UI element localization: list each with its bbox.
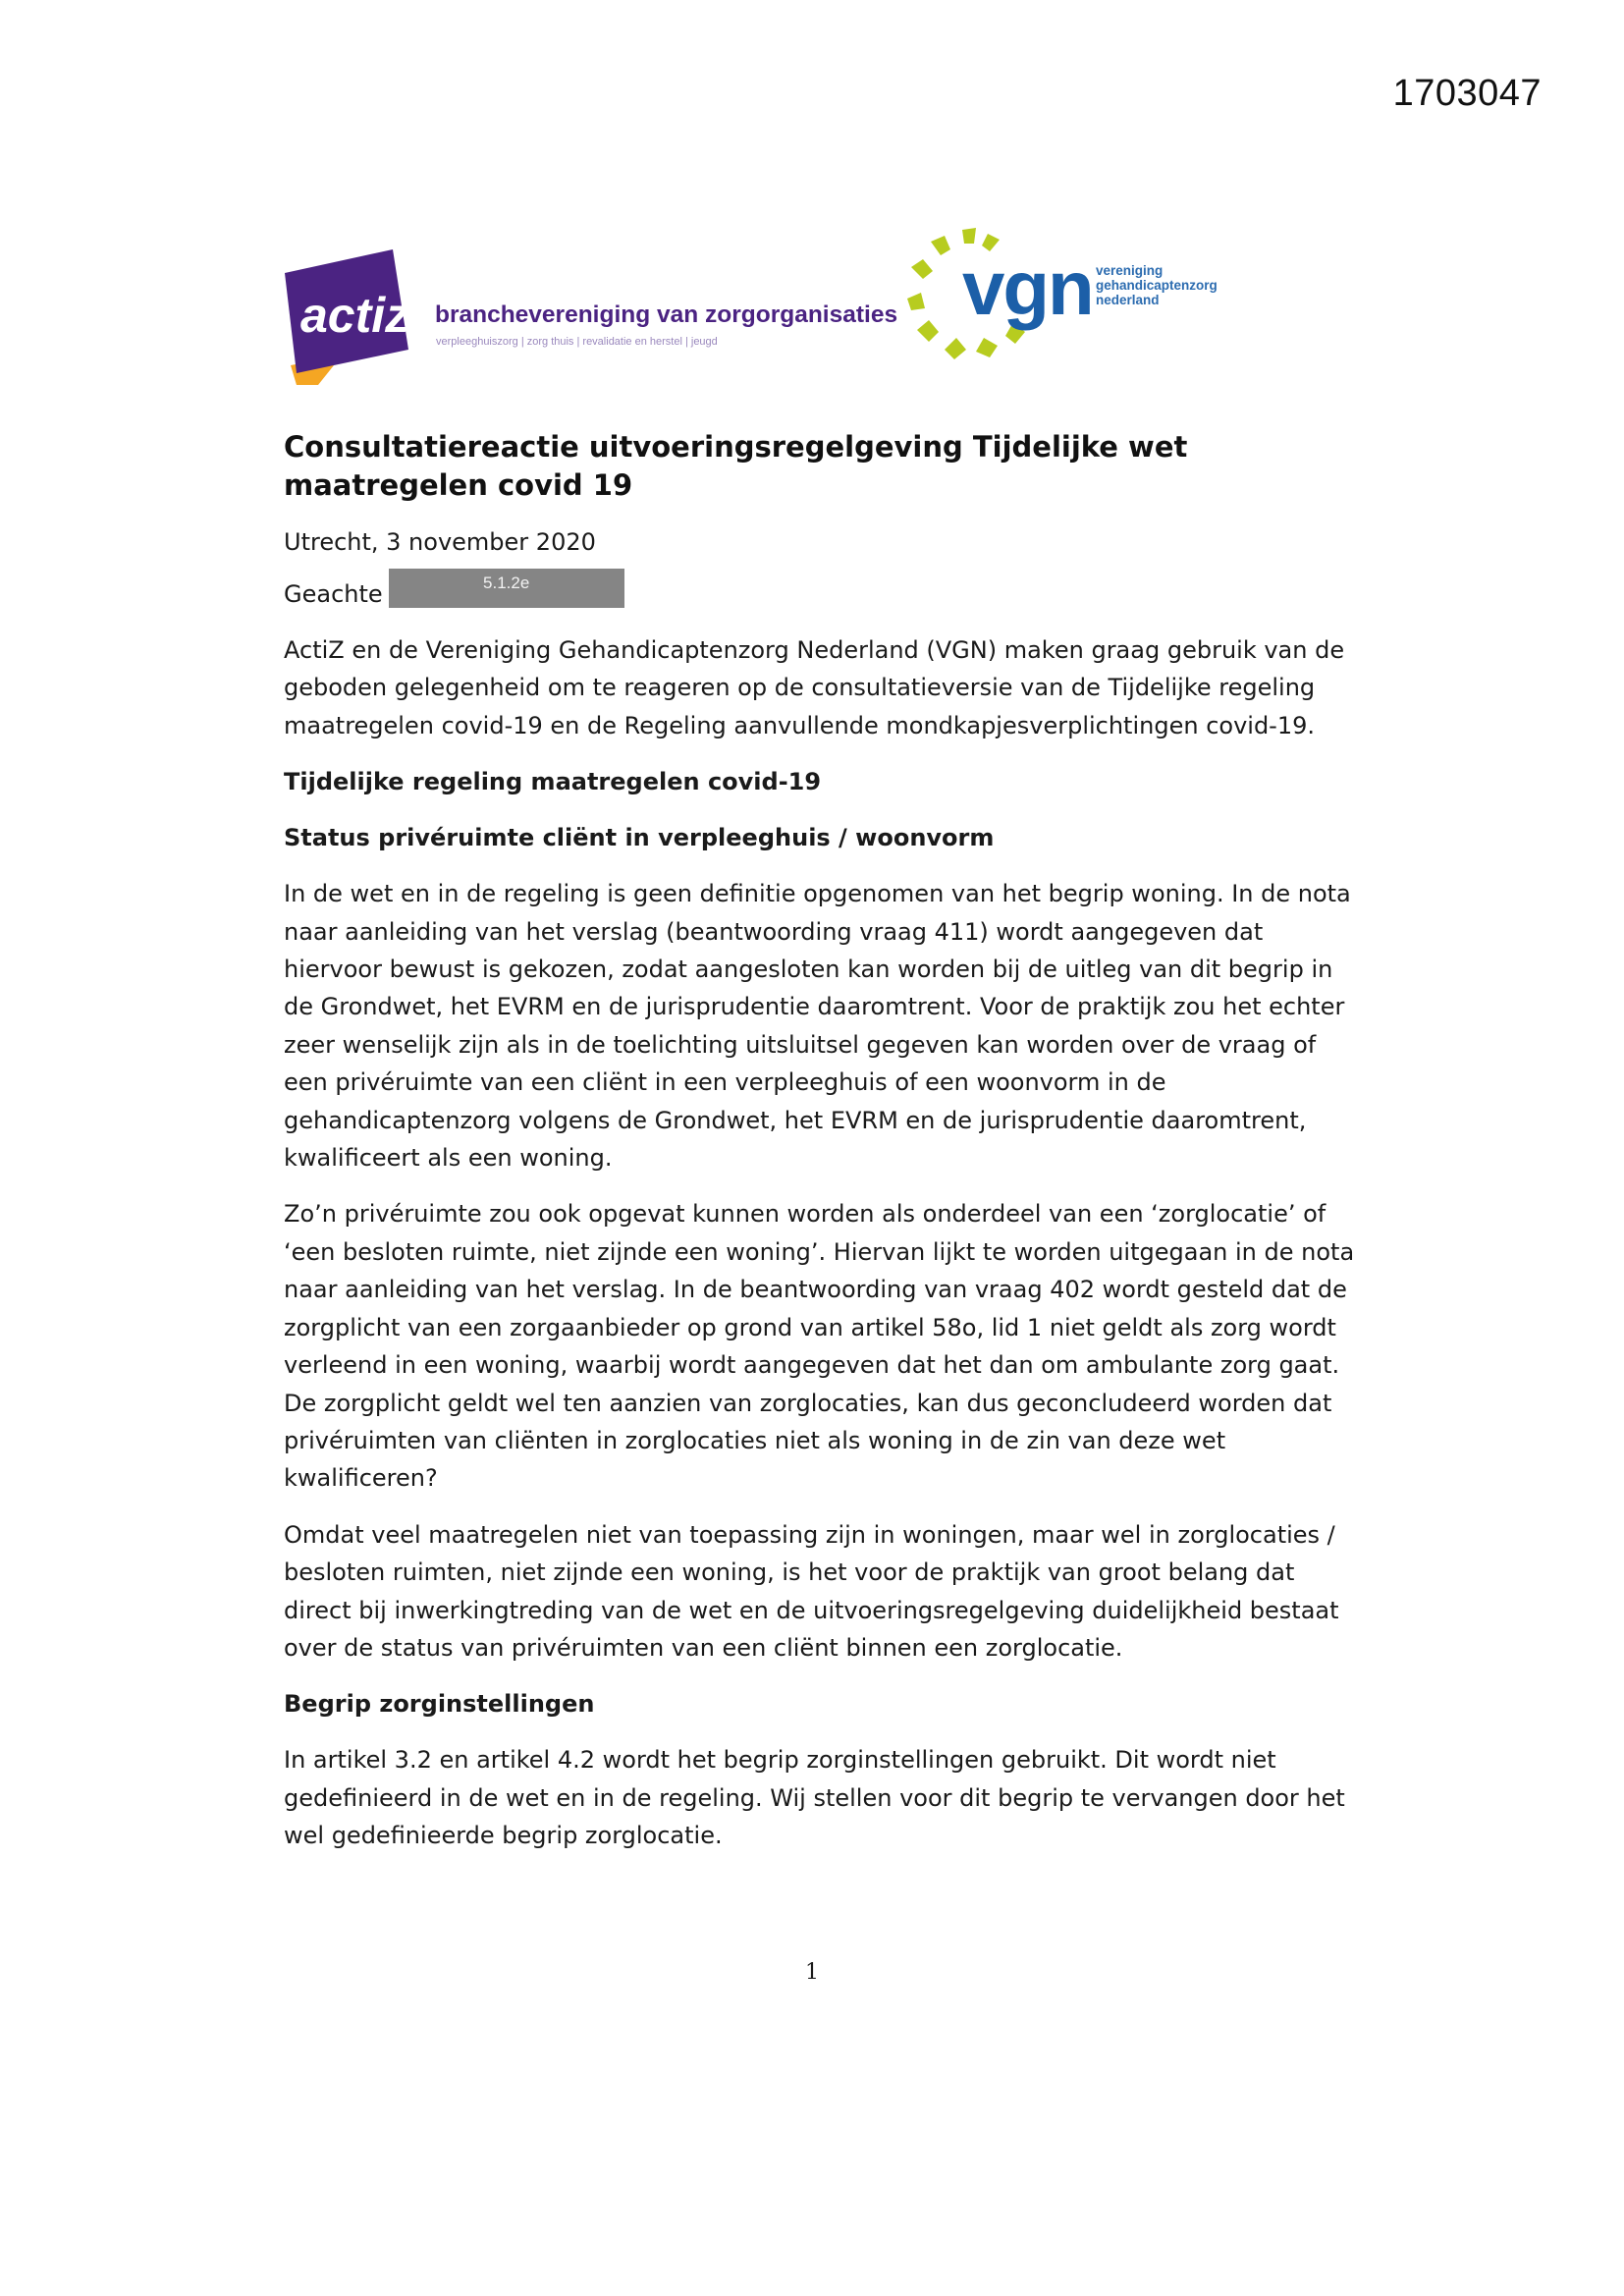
place-date: Utrecht, 3 november 2020 xyxy=(284,528,596,556)
salutation-text: Geachte xyxy=(284,580,383,608)
vgn-tag-line-2: gehandicaptenzorg xyxy=(1096,278,1218,293)
subsection-heading: Status privéruimte cliënt in verpleeghuis / woonvorm xyxy=(284,824,995,852)
paragraph-1: In de wet en in de regeling is geen definitie opgenomen van het begrip woning. In de nota naar aanleiding van het verslag (beantwoording vraag 411) wordt aangegeven dat hiervoor bewust is gekozen, zodat aangesloten kan worden bij de uitleg van dit begrip in de Grondwet, het EVRM en de jurisprudentie daaromtrent. Voor de praktijk zou het echter zeer wenselijk zijn als in de toelichting uitsluitsel gegeven kan worden over de vraag of een privéruimte van een cliënt in een verpleeghuis of een woonvorm in de gehandicaptenzorg volgens de Grondwet, het EVRM en de jurisprudentie daaromtrent, kwalificeert als een woning. xyxy=(284,880,1351,1173)
title-line-1: Consultatiereactie uitvoeringsregelgeving Tijdelijke wet xyxy=(284,430,1188,464)
actiz-subtitle: verpleeghuiszorg | zorg thuis | revalidatie en herstel | jeugd xyxy=(436,336,718,348)
page-number: 1 xyxy=(805,1960,819,1985)
paragraph-4: In artikel 3.2 en artikel 4.2 wordt het begrip zorginstellingen gebruikt. Dit wordt niet gedefinieerd in de wet en in de regeling. Wij stellen voor dit begrip te vervangen door het wel gedefinieerde begrip zorglocatie. xyxy=(284,1746,1345,1850)
title-line-2: maatregelen covid 19 xyxy=(284,468,633,502)
vgn-tag-line-1: vereniging xyxy=(1096,263,1164,278)
paragraph-3: Omdat veel maatregelen niet van toepassing zijn in woningen, maar wel in zorglocaties / besloten ruimten, niet zijnde een woning, is het voor de praktijk van groot belang dat direct bij inwerkingtreding van de wet en de uitvoeringsregelgeving duidelijkheid bestaat over de status van privéruimten van een cliënt binnen een zorglocatie. xyxy=(284,1520,1339,1662)
subsection-heading-2: Begrip zorginstellingen xyxy=(284,1690,595,1719)
vgn-tag-line-3: nederland xyxy=(1096,293,1160,307)
vgn-wordmark: vgn xyxy=(962,245,1093,331)
actiz-mark-text: actiz xyxy=(300,288,410,343)
vgn-tagline xyxy=(1096,263,1218,307)
redaction-box: 5.1.2e xyxy=(389,569,624,608)
actiz-logo xyxy=(283,247,898,385)
actiz-logo-mark xyxy=(283,247,410,385)
vgn-logo xyxy=(907,228,1241,365)
salutation xyxy=(284,574,1364,614)
section-heading: Tijdelijke regeling maatregelen covid-19 xyxy=(284,768,822,796)
document-title xyxy=(284,428,1364,505)
letter-body xyxy=(284,428,1364,1874)
document-id: 1703047 xyxy=(1392,73,1542,114)
actiz-name: branchevereniging van zorgorganisaties xyxy=(435,301,898,328)
paragraph-2: Zo’n privéruimte zou ook opgevat kunnen worden als onderdeel van een ‘zorglocatie’ of ‘een besloten ruimte, niet zijnde een woning’. Hiervan lijkt te worden uitgegaan in de nota naar aanleiding van het verslag. In de beantwoording van vraag 402 wordt gesteld dat de zorgplicht van een zorgaanbieder op grond van artikel 58o, lid 1 niet geldt als zorg wordt verleend in een woning, waarbij wordt aangegeven dat het dan om ambulante zorg gaat. De zorgplicht geldt wel ten aanzien van zorglocaties, kan dus geconcludeerd worden dat privéruimten van cliënten in zorglocaties niet als woning in de zin van deze wet kwalificeren? xyxy=(284,1200,1355,1493)
intro-paragraph: ActiZ en de Vereniging Gehandicaptenzorg Nederland (VGN) maken graag gebruik van de geboden gelegenheid om te reageren op de consultatieversie van de Tijdelijke regeling maatregelen covid-19 en de Regeling aanvullende mondkapjesverplichtingen covid-19. xyxy=(284,636,1345,739)
